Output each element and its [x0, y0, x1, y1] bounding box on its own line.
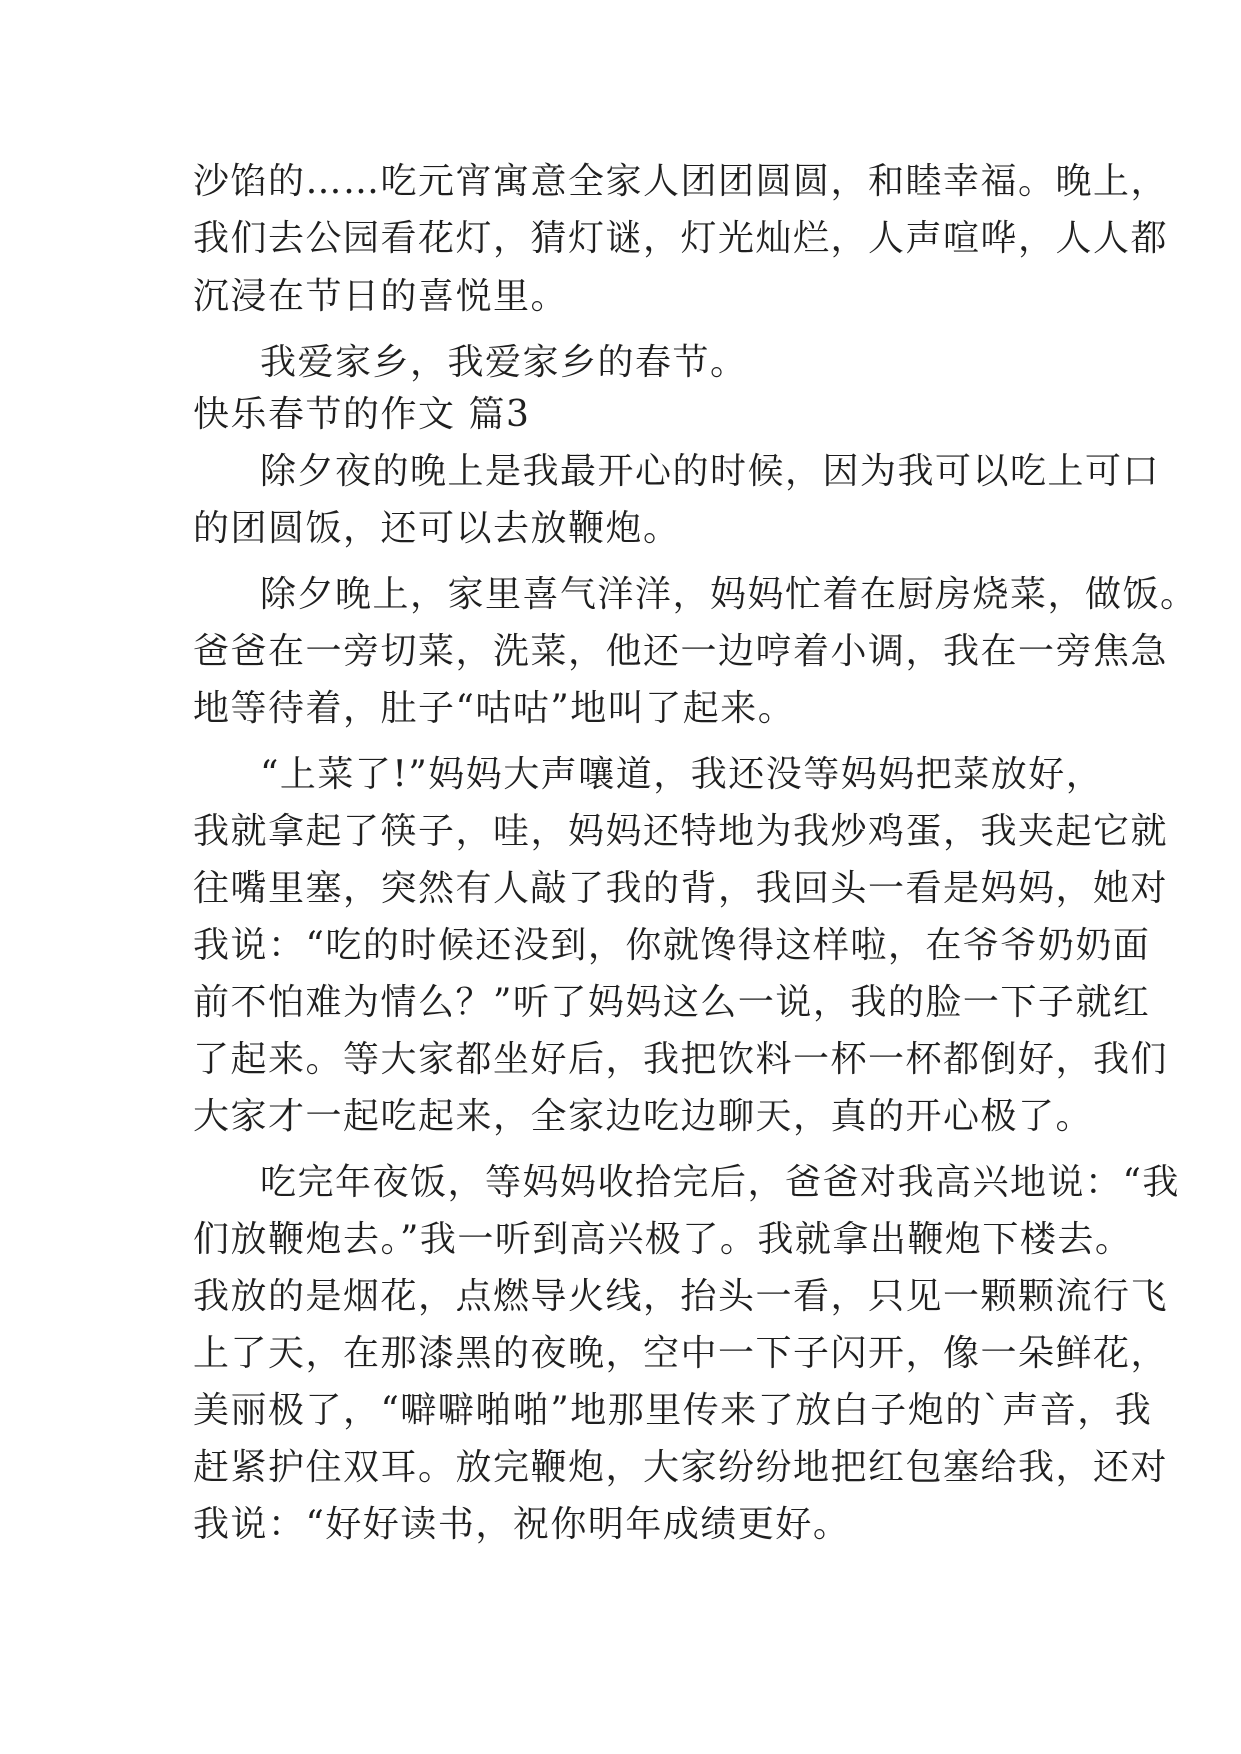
- text-line: 我们去公园看花灯，猜灯谜，灯光灿烂，人声喧哗，人人都: [193, 218, 1169, 259]
- text-line: 爸爸在一旁切菜，洗菜，他还一边哼着小调，我在一旁焦急: [193, 631, 1169, 672]
- text-line: 的团圆饭，还可以去放鞭炮。: [193, 508, 681, 549]
- text-line: 地等待着，肚子“咕咕”地叫了起来。: [193, 688, 796, 729]
- paragraph: [193, 344, 1073, 381]
- text-line: 我爱家乡，我爱家乡的春节。: [260, 342, 748, 383]
- text-line: 了起来。等大家都坐好后，我把饮料一杯一杯都倒好，我们: [193, 1039, 1169, 1080]
- paragraph: [193, 574, 1198, 729]
- text-line: 上了天，在那漆黑的夜晚，空中一下子闪开，像一朵鲜花，: [193, 1333, 1169, 1374]
- paragraph: [193, 451, 1161, 549]
- text-line: 沉浸在节日的喜悦里。: [193, 276, 569, 317]
- title-line: 快乐春节的作文 篇3: [193, 394, 531, 435]
- text-line: 前不怕难为情么？”听了妈妈这么一说，我的脸一下子就红: [193, 982, 1151, 1023]
- text-line: 美丽极了，“噼噼啪啪”地那里传来了放白子炮的`声音，我: [193, 1390, 1153, 1431]
- text-line: 我就拿起了筷子，哇，妈妈还特地为我炒鸡蛋，我夹起它就: [193, 811, 1169, 852]
- text-line: 赶紧护住双耳。放完鞭炮，大家纷纷地把红包塞给我，还对: [193, 1447, 1169, 1488]
- paragraph-continuation: [193, 161, 1169, 317]
- paragraph: [193, 1162, 1180, 1545]
- essay-title: [193, 396, 1073, 433]
- text-line: 除夕夜的晚上是我最开心的时候，因为我可以吃上可口: [260, 451, 1161, 492]
- text-line: 大家才一起吃起来，全家边吃边聊天，真的开心极了。: [193, 1096, 1094, 1137]
- text-line: 我放的是烟花，点燃导火线，抬头一看，只见一颗颗流行飞: [193, 1276, 1169, 1317]
- paragraph: [193, 754, 1169, 1137]
- text-line: 除夕晚上，家里喜气洋洋，妈妈忙着在厨房烧菜，做饭。: [260, 574, 1198, 615]
- text-line: 我说：“吃的时候还没到，你就馋得这样啦，在爷爷奶奶面: [193, 925, 1151, 966]
- text-line: 吃完年夜饭，等妈妈收拾完后，爸爸对我高兴地说：“我: [260, 1162, 1180, 1203]
- text-line: 们放鞭炮去。”我一听到高兴极了。我就拿出鞭炮下楼去。: [193, 1219, 1133, 1260]
- text-line: “上菜了!”妈妈大声嚷道，我还没等妈妈把菜放好，: [260, 754, 1104, 795]
- essay-body: [193, 161, 1198, 1545]
- text-line: 我说：“好好读书，祝你明年成绩更好。: [193, 1504, 851, 1545]
- text-line: 沙馅的……吃元宵寓意全家人团团圆圆，和睦幸福。晚上，: [193, 161, 1169, 202]
- text-line: 往嘴里塞，突然有人敲了我的背，我回头一看是妈妈，她对: [193, 868, 1169, 909]
